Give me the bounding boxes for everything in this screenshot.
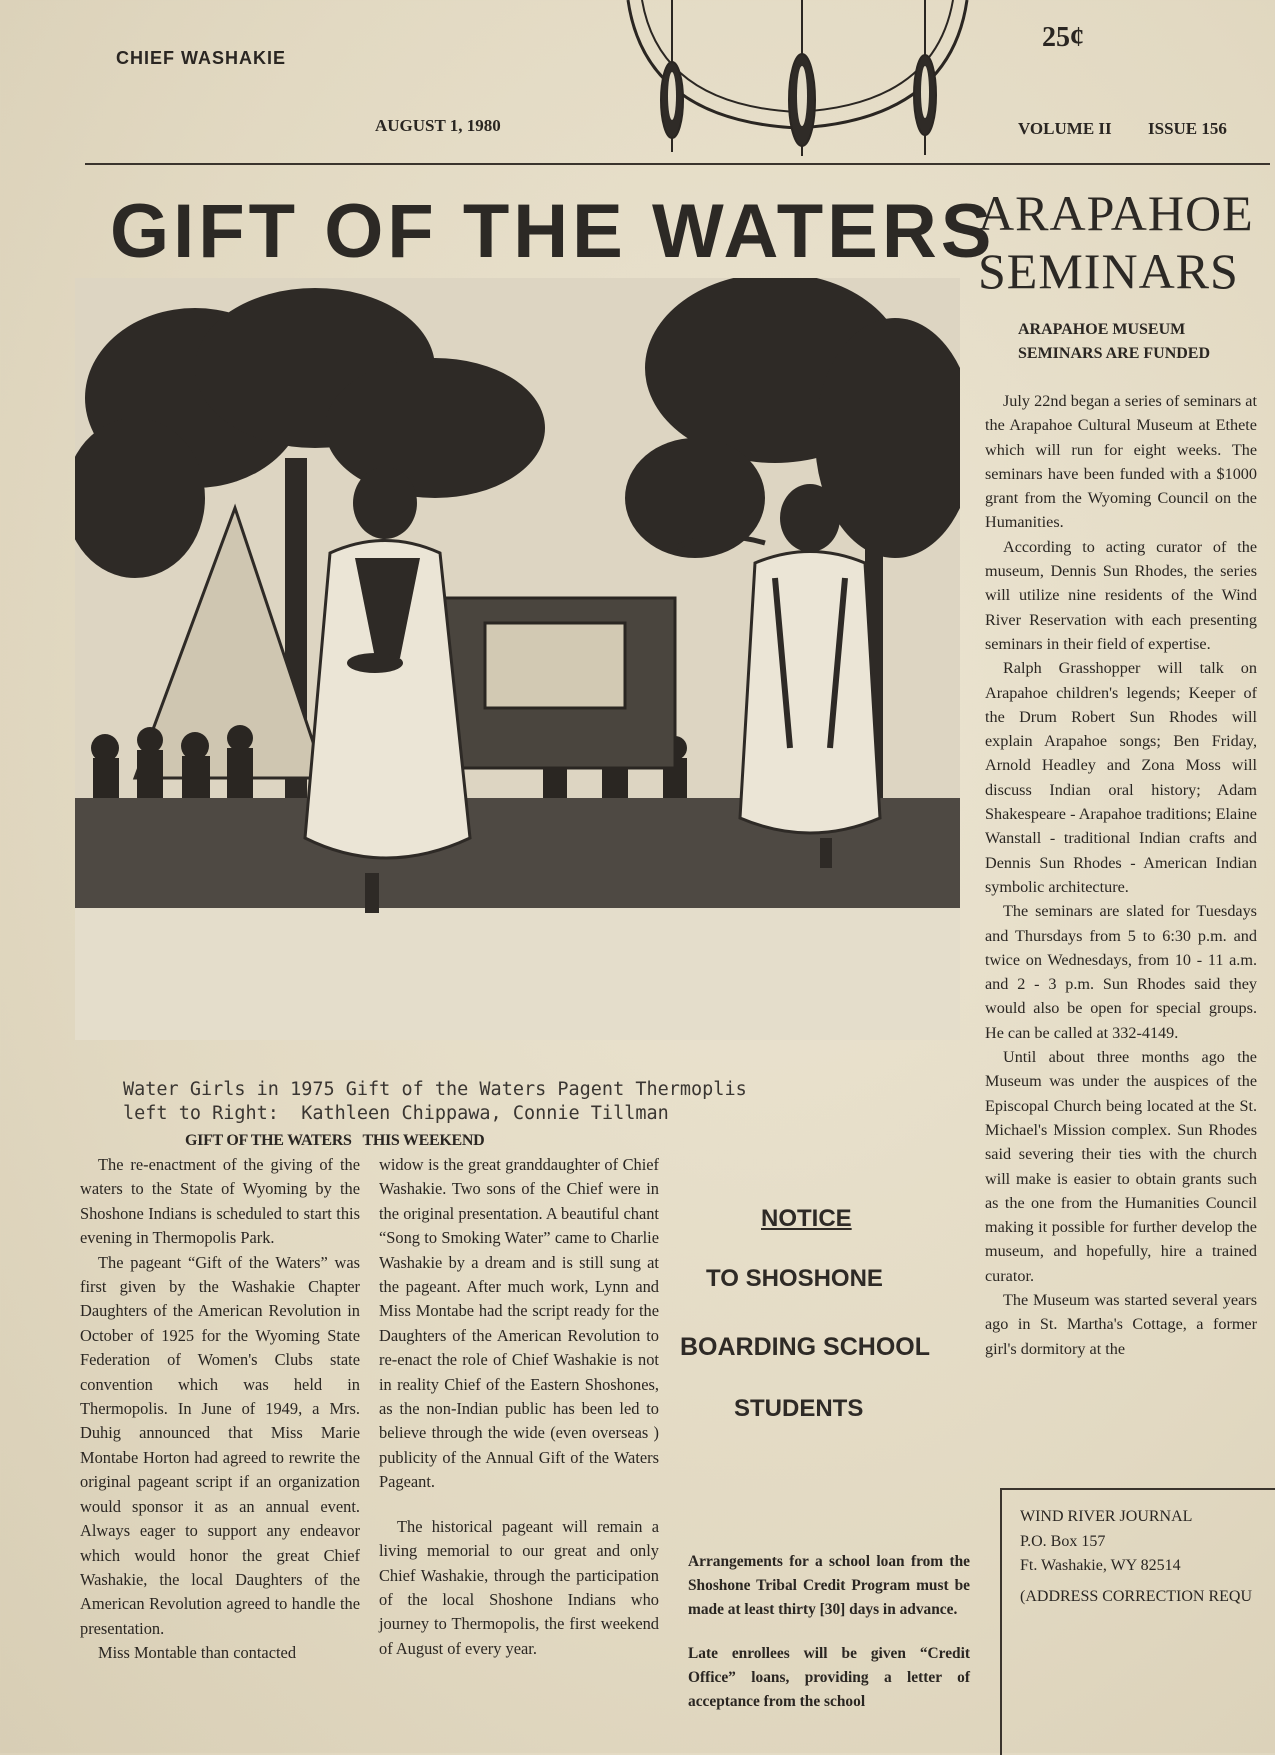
article-column-2 [379, 1153, 659, 1661]
notice-line-1: TO SHOSHONE [706, 1265, 883, 1292]
issue-number: ISSUE 156 [1148, 119, 1227, 138]
side-paragraph: Ralph Grasshopper will talk on Arapahoe children's legends; Keeper of the Drum Robert Sun Rhodes will explain Arapahoe songs; Ben Friday, Arnold Headley and Zona Moss will discuss Indian oral history; Adam Shakespeare - Arapahoe traditions; Elaine Wanstall - traditional Indian crafts and Dennis Sun Rhodes - American Indian symbolic architecture. [985, 659, 1257, 896]
article-paragraph: The re-enactment of the giving of the waters to the State of Wyoming by the Shoshone Indians is scheduled to start this evening in Thermopolis Park. [80, 1155, 360, 1248]
issue-date: AUGUST 1, 1980 [375, 116, 501, 135]
feather-hoop-emblem [620, 0, 975, 158]
mailing-line: P.O. Box 157 [1020, 1532, 1106, 1550]
side-article-body [985, 389, 1257, 1361]
price: 25¢ [1042, 22, 1084, 53]
side-paragraph: According to acting curator of the museum, Dennis Sun Rhodes, the series will utilize nine residents of the Wind River Reservation with each presenting seminars in their field of expertise. [985, 537, 1257, 653]
article-paragraph: Miss Montable than contacted [98, 1643, 297, 1663]
notice-line-3: STUDENTS [734, 1395, 864, 1422]
side-paragraph: The seminars are slated for Tuesdays and Thursdays from 5 to 6:30 p.m. and twice on Wednesdays, from 10 - 11 a.m. and 2 - 3 p.m. Sun Rhodes said they would also be open for special groups. He can be called at 332-4149. [985, 902, 1257, 1042]
masthead-rule [85, 163, 1270, 165]
photo-caption [123, 1078, 747, 1126]
notice-paragraph: Arrangements for a school loan from the Shoshone Tribal Credit Program must be made at least thirty [30] days in advance. [688, 1553, 970, 1618]
side-headline-line-1: ARAPAHOE [978, 185, 1254, 241]
notice-body [688, 1550, 970, 1734]
main-headline: GIFT OF THE WATERS [110, 189, 996, 274]
notice-line-2: BOARDING SCHOOL [680, 1333, 930, 1361]
side-paragraph: July 22nd began a series of seminars at the Arapahoe Cultural Museum at Ethete which will run for eight weeks. The seminars have been funded with a $1000 grant from the Wyoming Council on the Humanities. [985, 392, 1257, 532]
masthead-name: CHIEF WASHAKIE [116, 48, 287, 68]
article-column-1 [80, 1153, 360, 1666]
article-paragraph: widow is the great granddaughter of Chief Washakie. Two sons of the Chief were in the original presentation. A beautiful chant “Song to Smoking Water” came to Charlie Washakie by a dream and is still sung at the pageant. After much work, Lynn and Miss Montabe had the script ready for the Daughters of the American Revolution to re-enact the role of Chief Washakie is not in reality Chief of the Eastern Shoshones, as the non-Indian public has been led to believe through the wide (even overseas ) publicity of the Annual Gift of the Waters Pageant. [379, 1155, 659, 1492]
mailing-address [1020, 1505, 1252, 1609]
side-headline-line-2: SEMINARS [978, 243, 1239, 299]
side-paragraph: Until about three months ago the Museum was under the auspices of the Episcopal Church being located at the St. Michael's Mission complex. Sun Rhodes said severing their ties with the church will make is easier to obtain grants such as the one from the Humanities Council making it possible for further develop the museum, and hopefully, hire a trained curator. [985, 1048, 1257, 1285]
caption-line-1: Water Girls in 1975 Gift of the Waters Pagent Thermoplis [123, 1079, 747, 1100]
article-subhead: GIFT OF THE WATERS THIS WEEKEND [185, 1132, 485, 1149]
side-headline [978, 184, 1254, 300]
mailing-line: Ft. Washakie, WY 82514 [1020, 1557, 1181, 1574]
mailing-line: WIND RIVER JOURNAL [1020, 1508, 1193, 1525]
notice-paragraph: Late enrollees will be given “Credit Office” loans, providing a letter of acceptance from the school [688, 1645, 970, 1710]
notice-title: NOTICE [761, 1205, 852, 1232]
side-paragraph: The Museum was started several years ago in St. Martha's Cottage, a former girl's dormitory at the [985, 1290, 1257, 1358]
caption-line-2: left to Right: Kathleen Chippawa, Connie Tillman [123, 1103, 669, 1124]
pageant-photo [75, 278, 960, 1040]
mailing-line: (ADDRESS CORRECTION REQU [1020, 1587, 1253, 1605]
article-paragraph: The pageant “Gift of the Waters” was first given by the Washakie Chapter Daughters of the American Revolution in October of 1925 for the Wyoming State Federation of Women's Clubs state convention which was held in Thermopolis. In June of 1949, a Mrs. Duhig announced that Miss Marie Montabe Horton had agreed to rewrite the original pageant script if an organization would sponsor it as an annual event. Always eager to support any endeavor which would honor the great Chief Washakie, the local Daughters of the American Revolution agreed to handle the presentation. [80, 1252, 360, 1638]
volume-number: VOLUME II [1018, 119, 1112, 138]
article-paragraph: The historical pageant will remain a living memorial to our great and only Chief Washakie, through the participation of the local Shoshone Indians who journey to Thermopolis, the first weekend of August of every year. [379, 1516, 659, 1658]
side-subhead: ARAPAHOE MUSEUM SEMINARS ARE FUNDED [1018, 321, 1211, 362]
